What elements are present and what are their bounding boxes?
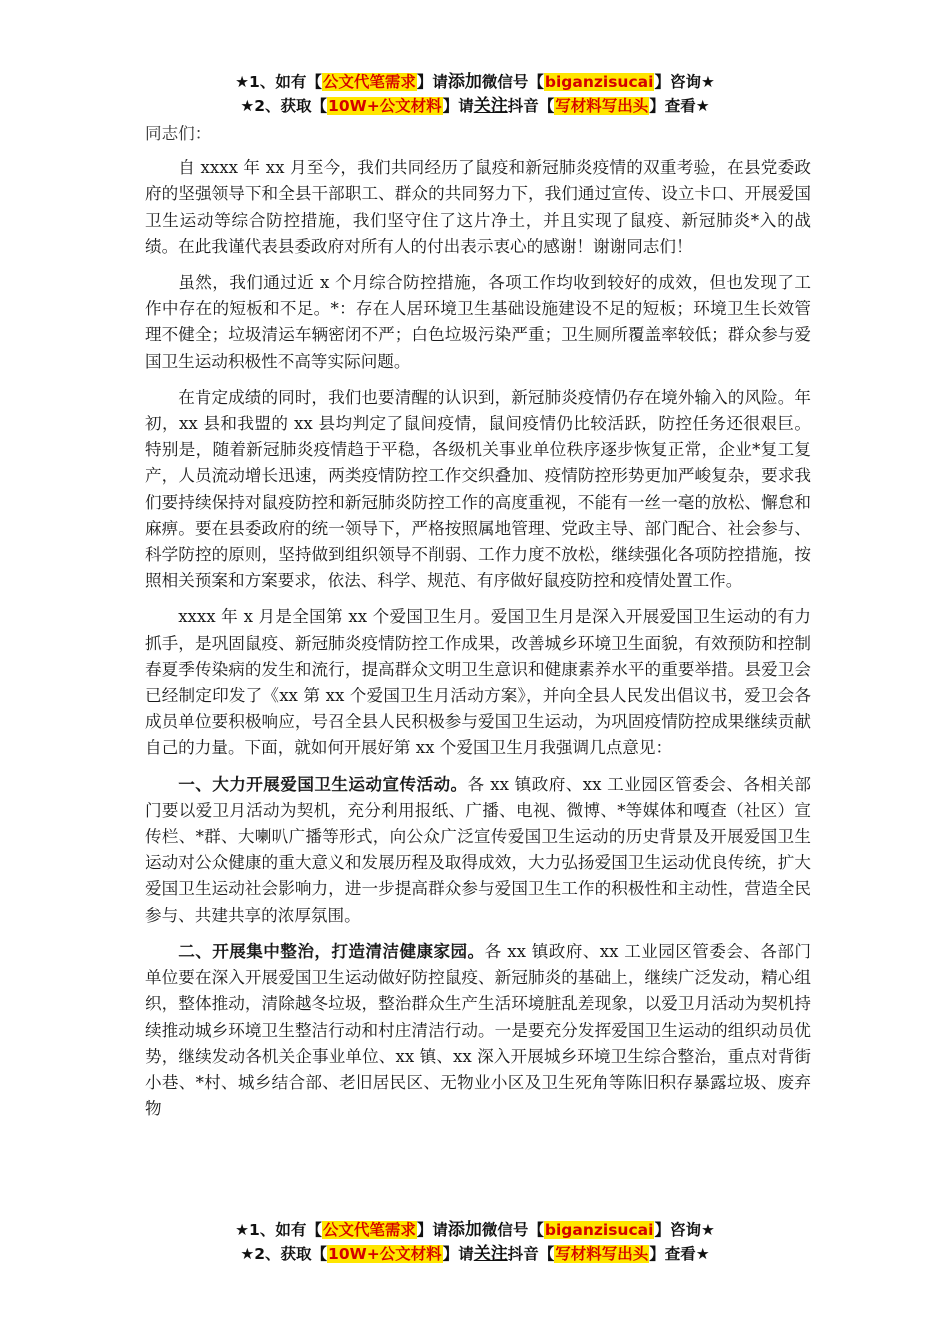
promo-text: 】咨询★ xyxy=(654,1221,715,1239)
promo-text: 】查看★ xyxy=(649,97,710,115)
promo-highlight: 公文代笔需求 xyxy=(322,73,416,91)
promo-highlight: 写材料写出头 xyxy=(555,1245,649,1263)
paragraph-1 xyxy=(145,155,811,260)
section-heading-2: 二、开展集中整治，打造清洁健康家园。 xyxy=(178,941,485,961)
paragraph-4 xyxy=(145,604,811,761)
promo-text: 】查看★ xyxy=(649,1245,710,1263)
paragraph-3 xyxy=(145,385,811,595)
promo-text: 微信号【 xyxy=(481,73,544,91)
promo-text: ★2、获取【 xyxy=(240,97,328,115)
promo-line-1 xyxy=(0,70,950,94)
paragraph-text: 自 xxxx 年 xx 月至今，我们共同经历了鼠疫和新冠肺炎疫情的双重考验，在县党委政府的坚强领导下和全县干部职工、群众的共同努力下，我们通过宣传、设立卡口、开展爱国卫生运动等综合防控措施，我们坚守住了这片净土，并且实现了鼠疫、新冠肺炎*入的战绩。在此我谨代表县委政府对所有人的付出表示衷心的感谢！谢谢同志们！ xyxy=(145,158,811,256)
paragraph-text: xxxx 年 x 月是全国第 xx 个爱国卫生月。爱国卫生月是深入开展爱国卫生运动的有力抓手，是巩固鼠疫、新冠肺炎疫情防控工作成果，改善城乡环境卫生面貌，有效预防和控制春夏季传染病的发生和流行，提高群众文明卫生意识和健康素养水平的重要举措。县爱卫会已经制定印发了《xx 第 xx 个爱国卫生月活动方案》，并向全县人民发出倡议书，爱卫会各成员单位要积极响应，号召全县人民积极参与爱国卫生运动，为巩固疫情防控成果继续贡献自己的力量。下面，就如何开展好第 xx 个爱国卫生月我强调几点意见： xyxy=(145,607,811,758)
promo-line-2 xyxy=(0,1242,950,1266)
promo-emphasis: 添加 xyxy=(447,72,482,92)
promo-banner-top xyxy=(0,70,950,118)
paragraph-text: 各 xx 镇政府、xx 工业园区管委会、各相关部门要以爱卫月活动为契机，充分利用报纸、广播、电视、微博、*等媒体和嘎查（社区）宣传栏、*群、大喇叭广播等形式，向公众广泛宣传爱国卫生运动的历史背景及开展爱国卫生运动对公众健康的重大意义和发展历程及取得成效，大力弘扬爱国卫生运动优良传统，扩大爱国卫生运动社会影响力，进一步提高群众参与爱国卫生工作的积极性和主动性，营造全民参与、共建共享的浓厚氛围。 xyxy=(145,774,812,925)
promo-highlight: 写材料写出头 xyxy=(555,97,649,115)
promo-emphasis: 添加 xyxy=(447,1220,482,1240)
promo-text: ★2、获取【 xyxy=(240,1245,328,1263)
promo-text: 】请 xyxy=(442,97,474,115)
document-body xyxy=(145,121,811,1132)
promo-emphasis: 关注 xyxy=(473,96,508,116)
paragraph-2 xyxy=(145,270,811,375)
promo-highlight: 公文代笔需求 xyxy=(322,1221,416,1239)
promo-highlight: 10W+公文材料 xyxy=(328,97,442,115)
paragraph-6 xyxy=(145,939,811,1122)
promo-emphasis: 关注 xyxy=(473,1244,508,1264)
salutation: 同志们： xyxy=(145,124,212,143)
promo-text: 抖音【 xyxy=(507,97,555,115)
promo-text: 抖音【 xyxy=(507,1245,555,1263)
paragraph-5 xyxy=(145,772,811,929)
promo-text: 微信号【 xyxy=(481,1221,544,1239)
promo-line-1 xyxy=(0,1218,950,1242)
promo-highlight: biganzisucai xyxy=(544,1221,654,1239)
promo-text: 】请 xyxy=(416,73,448,91)
promo-line-2 xyxy=(0,94,950,118)
paragraph-text: 在肯定成绩的同时，我们也要清醒的认识到，新冠肺炎疫情仍存在境外输入的风险。年初，xx 县和我盟的 xx 县均判定了鼠间疫情，鼠间疫情仍比较活跃，防控任务还很艰巨。特别是，随着新冠肺炎疫情趋于平稳，各级机关事业单位秩序逐步恢复正常，企业*复工复产，人员流动增长迅速，两类疫情防控工作交织叠加、疫情防控形势更加严峻复杂，要求我们要持续保持对鼠疫防控和新冠肺炎防控工作的高度重视，不能有一丝一毫的放松、懈怠和麻痹。要在县委政府的统一领导下，严格按照属地管理、党政主导、部门配合、社会参与、科学防控的原则，坚持做到组织领导不削弱、工作力度不放松，继续强化各项防控措施，按照相关预案和方案要求，依法、科学、规范、有序做好鼠疫防控和疫情处置工作。 xyxy=(145,387,811,591)
promo-text: ★1、如有【 xyxy=(235,1221,322,1239)
promo-highlight: biganzisucai xyxy=(544,73,654,91)
section-heading-1: 一、大力开展爱国卫生运动宣传活动。 xyxy=(178,774,468,794)
promo-text: 】请 xyxy=(442,1245,474,1263)
paragraph-text: 虽然，我们通过近 x 个月综合防控措施，各项工作均收到较好的成效，但也发现了工作中存在的短板和不足。*：存在人居环境卫生基础设施建设不足的短板；环境卫生长效管理不健全；垃圾清运车辆密闭不严；白色垃圾污染严重；卫生厕所覆盖率较低；群众参与爱国卫生运动积极性不高等实际问题。 xyxy=(145,273,811,371)
promo-banner-bottom xyxy=(0,1218,950,1266)
promo-text: 】请 xyxy=(416,1221,448,1239)
paragraph-text: 各 xx 镇政府、xx 工业园区管委会、各部门单位要在深入开展爱国卫生运动做好防控鼠疫、新冠肺炎的基础上，继续广泛发动，精心组织，整体推动，清除越冬垃圾，整治群众生产生活环境脏乱差现象，以爱卫月活动为契机持续推动城乡环境卫生整洁行动和村庄清洁行动。一是要充分发挥爱国卫生运动的组织动员优势，继续发动各机关企事业单位、xx 镇、xx 深入开展城乡环境卫生综合整治，重点对背街小巷、*村、城乡结合部、老旧居民区、无物业小区及卫生死角等陈旧积存暴露垃圾、废弃物 xyxy=(145,941,811,1119)
promo-highlight: 10W+公文材料 xyxy=(328,1245,442,1263)
promo-text: 】咨询★ xyxy=(654,73,715,91)
promo-text: ★1、如有【 xyxy=(235,73,322,91)
